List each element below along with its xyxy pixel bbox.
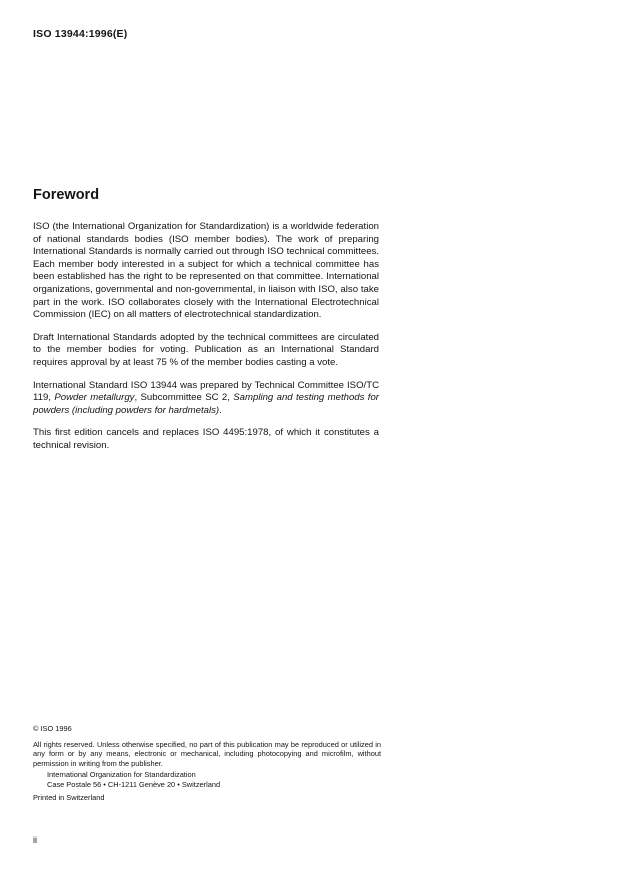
period: . [219,404,222,416]
prepared-by-text: International Standard ISO 13944 was prepared by Technical Committee ISO/TC 119, [33,379,379,404]
page-title: Foreword [33,187,100,203]
paragraph-draft-standards: Draft International Standards adopted by the technical committees are circulated to the member bodies for voting. Publication as an International Standard requires approval by at least 75 % of the member bodies casting a vote. [33,331,379,368]
committee-title: Powder metallurgy [54,392,135,404]
foreword-body [33,221,379,463]
page-number: ii [33,835,37,845]
organization-address: Case Postale 56 • CH-1211 Genève 20 • Switzerland [47,779,221,789]
paragraph-prepared-by [33,380,379,418]
printed-in: Printed in Switzerland [33,792,105,802]
organization-name: International Organization for Standardization [47,770,196,780]
copyright-line: © ISO 1996 [33,724,72,733]
subcommittee-text: , Subcommittee SC 2, [134,392,234,404]
paragraph-edition: This first edition cancels and replaces ISO 4495:1978, of which it constitutes a technical revision. [33,427,379,451]
paragraph-iso-intro: ISO (the International Organization for Standardization) is a worldwide federation of national standards bodies (ISO member bodies). The work of preparing International Standards is normally carried out through ISO technical committees. Each member body interested in a subject for which a technical committee has been established has the right to be represented on that committee. International organizations, governmental and non-governmental, in liaison with ISO, also take part in the work. ISO collaborates closely with the International Electrotechnical Commission (IEC) on all matters of electrotechnical standardization. [33,221,379,321]
subcommittee-title: Sampling and testing methods for powders (including powders for hardmetals) [33,392,379,416]
copyright-block [33,724,381,802]
rights-statement: All rights reserved. Unless otherwise specified, no part of this publication may be reproduced or utilized in any form or by any means, electronic or mechanical, including photocopying and microfilm, without permission in writing from the publisher. [33,739,381,768]
document-id: ISO 13944:1996(E) [33,28,128,40]
